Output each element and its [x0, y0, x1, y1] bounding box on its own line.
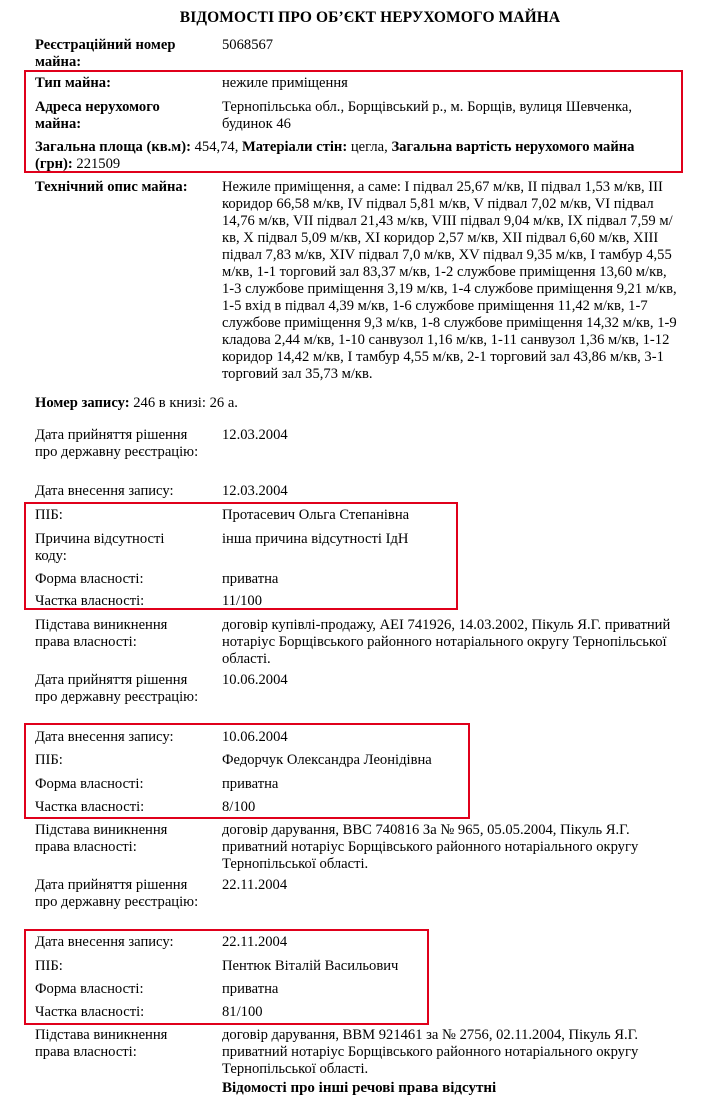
- basis-value: договір дарування, ВВС 740816 За № 965, 05.05.2004, Пікуль Я.Г. приватний нотаріус Борщівського районного нотаріального округу Тернопільської області.: [222, 822, 639, 872]
- decision-date-label: Дата прийняття рішення про державну реєстрацію:: [35, 427, 199, 460]
- share-value: 8/100: [222, 799, 256, 815]
- share-label: Частка власності:: [35, 799, 145, 815]
- ownership-form-label: Форма власності:: [35, 776, 144, 792]
- absence-reason-value: інша причина відсутності ІдН: [222, 531, 409, 547]
- entry-date-label: Дата внесення запису:: [35, 729, 174, 745]
- book-label: в книзі:: [158, 395, 206, 411]
- ownership-form-value: приватна: [222, 981, 279, 997]
- reg-no-label: Реєстраційний номер майна:: [35, 37, 176, 70]
- share-value: 11/100: [222, 593, 262, 609]
- decision-date-value: 22.11.2004: [222, 877, 288, 893]
- record-label: Номер запису:: [35, 395, 130, 411]
- reg-no-value: 5068567: [222, 37, 274, 53]
- name-label: ПІБ:: [35, 507, 63, 523]
- entry-date-value: 10.06.2004: [222, 729, 288, 745]
- walls-label: Матеріали стін:: [242, 139, 348, 155]
- share-value: 81/100: [222, 1004, 263, 1020]
- decision-date-label: Дата прийняття рішення про державну реєстрацію:: [35, 672, 199, 705]
- area-line: [35, 139, 660, 173]
- basis-label: Підстава виникнення права власності:: [35, 1027, 168, 1060]
- tech-label: Технічний опис майна:: [35, 179, 188, 195]
- share-label: Частка власності:: [35, 593, 145, 609]
- cost-value: 221509: [76, 156, 121, 172]
- decision-date-value: 10.06.2004: [222, 672, 288, 688]
- address-value: Тернопільська обл., Борщівський р., м. Борщів, вулиця Шевченка, будинок 46: [222, 99, 633, 132]
- name-value: Пентюк Віталій Васильович: [222, 958, 399, 974]
- share-label: Частка власності:: [35, 1004, 145, 1020]
- area-label: Загальна площа (кв.м):: [35, 139, 191, 155]
- type-label: Тип майна:: [35, 75, 111, 91]
- name-label: ПІБ:: [35, 752, 63, 768]
- area-value: 454,74,: [194, 139, 239, 155]
- address-label: Адреса нерухомого майна:: [35, 99, 160, 132]
- entry-date-value: 12.03.2004: [222, 483, 288, 499]
- absence-reason-label: Причина відсутності коду:: [35, 531, 165, 564]
- decision-date-value: 12.03.2004: [222, 427, 288, 443]
- entry-date-label: Дата внесення запису:: [35, 483, 174, 499]
- footer-note: Відомості про інші речові права відсутні: [222, 1080, 497, 1096]
- ownership-form-label: Форма власності:: [35, 981, 144, 997]
- ownership-form-value: приватна: [222, 571, 279, 587]
- entry-date-value: 22.11.2004: [222, 934, 288, 950]
- name-value: Федорчук Олександра Леонідівна: [222, 752, 432, 768]
- ownership-form-label: Форма власності:: [35, 571, 144, 587]
- record-line: [35, 395, 685, 412]
- walls-value: цегла,: [350, 139, 388, 155]
- document-title: ВІДОМОСТІ ПРО ОБ’ЄКТ НЕРУХОМОГО МАЙНА: [179, 9, 561, 26]
- record-value: 246: [133, 395, 156, 411]
- basis-value: договір купівлі-продажу, АЕІ 741926, 14.03.2002, Пікуль Я.Г. приватний нотаріус Борщівського районного нотаріального округу Тернопільської області.: [222, 617, 671, 667]
- basis-label: Підстава виникнення права власності:: [35, 822, 168, 855]
- tech-value: Нежиле приміщення, а саме: І підвал 25,67 м/кв, ІІ підвал 1,53 м/кв, ІІІ коридор 66,58 м/кв, IV підвал 5,81 м/кв, V підвал 7,02 м/кв, VI підвал 14,76 м/кв, VII підвал 21,43 м/кв, VIII підвал 9,04 м/кв, IX підвал 7,59 м/кв, X підвал 5,09 м/кв, XI коридор 2,57 м/кв, XII підвал 6,60 м/кв, XIII підвал 7,83 м/кв, XIV підвал 7,0 м/кв, XV підвал 9,35 м/кв, І тамбур 4,55 м/кв, 1-1 торговий зал 83,37 м/кв, 1-2 службове приміщення 13,60 м/кв, 1-3 службове приміщення 3,19 м/кв, 1-4 службове приміщення 9,21 м/кв, 1-5 вхід в підвал 4,39 м/кв, 1-6 службове приміщення 11,42 м/кв, 1-7 службове приміщення 9,3 м/кв, 1-8 службове приміщення 14,32 м/кв, 1-9 кладова 2,44 м/кв, 1-10 санвузол 1,16 м/кв, 1-11 санвузол 1,36 м/кв, 1-12 коридор 14,42 м/кв, І тамбур 4,55 м/кв, 2-1 торговий зал 43,86 м/кв, 3-1 торговий зал 35,73 м/кв.: [222, 179, 677, 382]
- entry-date-label: Дата внесення запису:: [35, 934, 174, 950]
- basis-label: Підстава виникнення права власності:: [35, 617, 168, 650]
- decision-date-label: Дата прийняття рішення про державну реєстрацію:: [35, 877, 199, 910]
- type-value: нежиле приміщення: [222, 75, 348, 91]
- book-value: 26 а.: [209, 395, 238, 411]
- ownership-form-value: приватна: [222, 776, 279, 792]
- name-label: ПІБ:: [35, 958, 63, 974]
- basis-value: договір дарування, ВВМ 921461 за № 2756, 02.11.2004, Пікуль Я.Г. приватний нотаріус Борщівського районного нотаріального округу Тернопільської області.: [222, 1027, 639, 1077]
- cost-label: Загальна вартість нерухомого майна (грн):: [35, 139, 635, 172]
- name-value: Протасевич Ольга Степанівна: [222, 507, 410, 523]
